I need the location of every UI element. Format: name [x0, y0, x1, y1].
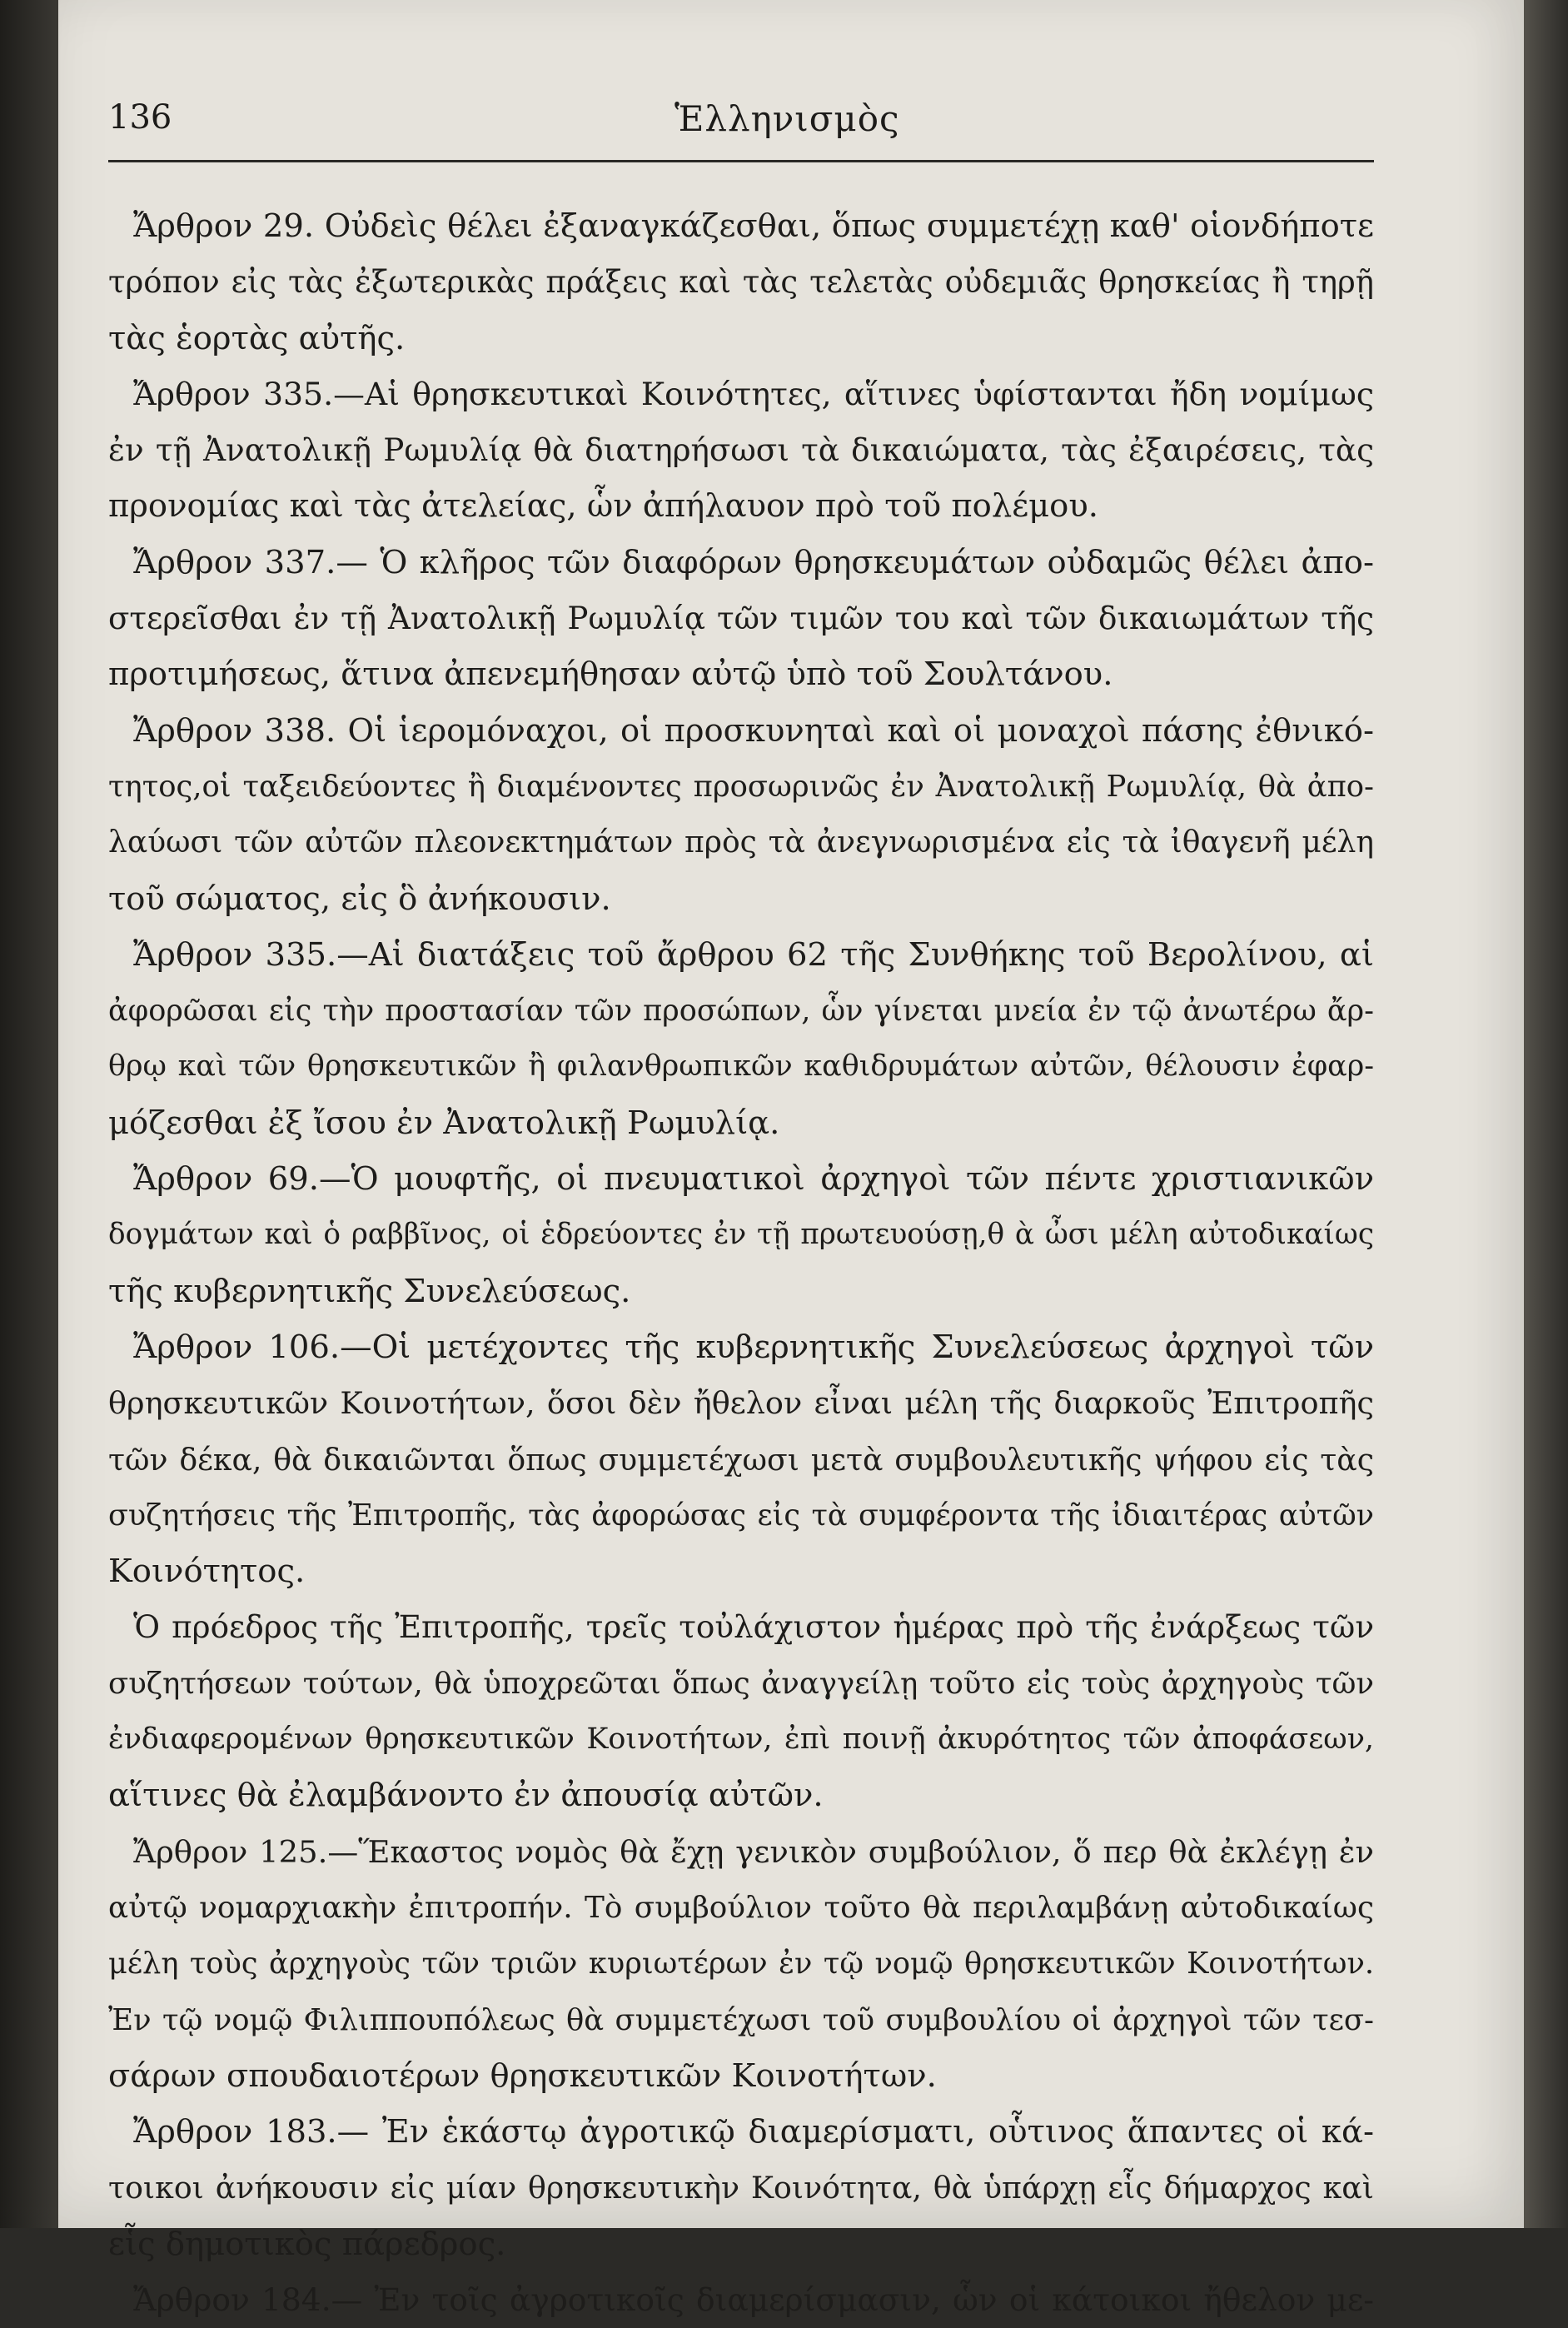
text-line: τητος,οἱ ταξειδεύοντες ἢ διαμένοντες προσωρινῶς ἐν Ἀνατολικῇ Ρωμυλίᾳ, θὰ ἀπο-	[108, 769, 1374, 804]
text-line: Ἄρθρον 125.—Ἕκαστος νομὸς θὰ ἔχῃ γενικὸν συμβούλιον, ὅ περ θὰ ἐκλέγῃ ἐν	[133, 1833, 1374, 1870]
text-line: σάρων σπουδαιοτέρων θρησκευτικῶν Κοινοτήτων.	[108, 2056, 937, 2095]
text-line: τρόπον εἰς τὰς ἐξωτερικὰς πράξεις καὶ τὰς τελετὰς οὐδεμιᾶς θρησκείας ἢ τηρῇ	[108, 264, 1374, 301]
page-header	[108, 98, 1374, 148]
text-line: Ὁ πρόεδρος τῆς Ἐπιτροπῆς, τρεῖς τοὐλάχιστον ἡμέρας πρὸ τῆς ἐνάρξεως τῶν	[133, 1608, 1374, 1646]
text-line: Ἄρθρον 335.—Αἱ θρησκευτικαὶ Κοινότητες, αἵτινες ὑφίστανται ἤδη νομίμως	[133, 375, 1374, 412]
text-line: εἷς δημοτικὸς πάρεδρος.	[108, 2225, 506, 2263]
text-line: Ἄρθρον 337.— Ὁ κλῆρος τῶν διαφόρων θρησκευμάτων οὐδαμῶς θέλει ἀπο-	[133, 543, 1374, 581]
text-line: λαύωσι τῶν αὐτῶν πλεονεκτημάτων πρὸς τὰ ἀνεγνωρισμένα εἰς τὰ ἰθαγενῆ μέλη	[108, 825, 1374, 860]
text-line: Ἄρθρον 106.—Οἱ μετέχοντες τῆς κυβερνητικῆς Συνελεύσεως ἀρχηγοὶ τῶν	[133, 1328, 1374, 1366]
text-line: θρησκευτικῶν Κοινοτήτων, ὅσοι δὲν ἤθελον εἶναι μέλη τῆς διαρκοῦς Ἐπιτροπῆς	[108, 1385, 1374, 1422]
text-line: Ἄρθρον 184.— Ἐν τοῖς ἀγροτικοῖς διαμερίσμασιν, ὧν οἱ κάτοικοι ἤθελον με-	[133, 2281, 1374, 2318]
text-line: αὐτῷ νομαρχιακὴν ἐπιτροπήν. Τὸ συμβούλιον τοῦτο θὰ περιλαμβάνῃ αὐτοδικαίως	[108, 1890, 1374, 1925]
body-text	[108, 198, 1374, 2328]
text-line: τῆς κυβερνητικῆς Συνελεύσεως.	[108, 1272, 631, 1310]
text-line: τοῦ σώματος, εἰς ὃ ἀνήκουσιν.	[108, 880, 611, 918]
scan-left-edge	[0, 0, 58, 2228]
text-line: αἵτινες θὰ ἐλαμβάνοντο ἐν ἀπουσίᾳ αὐτῶν.	[108, 1777, 824, 1815]
text-line: συζητήσεων τούτων, θὰ ὑποχρεῶται ὅπως ἀναγγείλῃ τοῦτο εἰς τοὺς ἀρχηγοὺς τῶν	[108, 1666, 1374, 1701]
scan-right-edge	[1524, 0, 1568, 2228]
text-line: στερεῖσθαι ἐν τῇ Ἀνατολικῇ Ρωμυλίᾳ τῶν τιμῶν του καὶ τῶν δικαιωμάτων τῆς	[108, 600, 1374, 637]
text-line: ἐν τῇ Ἀνατολικῇ Ρωμυλίᾳ θὰ διατηρήσωσι τὰ δικαιώματα, τὰς ἐξαιρέσεις, τὰς	[108, 431, 1374, 469]
text-line: τοικοι ἀνήκουσιν εἰς μίαν θρησκευτικὴν Κοινότητα, θὰ ὑπάρχῃ εἷς δήμαρχος καὶ	[108, 2170, 1374, 2206]
text-line: προτιμήσεως, ἅτινα ἀπενεμήθησαν αὐτῷ ὑπὸ τοῦ Σουλτάνου.	[108, 656, 1113, 694]
text-line: μόζεσθαι ἐξ ἴσου ἐν Ἀνατολικῇ Ρωμυλίᾳ.	[108, 1104, 780, 1142]
text-line: Ἄρθρον 335.—Αἱ διατάξεις τοῦ ἄρθρου 62 τῆς Συνθήκης τοῦ Βερολίνου, αἱ	[133, 935, 1374, 974]
text-line: ἀφορῶσαι εἰς τὴν προστασίαν τῶν προσώπων, ὧν γίνεται μνεία ἐν τῷ ἀνωτέρω ἄρ-	[108, 994, 1374, 1029]
text-line: Ἄρθρον 69.—Ὁ μουφτῆς, οἱ πνευματικοὶ ἀρχηγοὶ τῶν πέντε χριστιανικῶν	[133, 1160, 1374, 1199]
text-line: δογμάτων καὶ ὁ ραββῖνος, οἱ ἑδρεύοντες ἐν τῇ πρωτευούσῃ,θ ὰ ὦσι μέλη αὐτοδικαίως	[108, 1218, 1374, 1252]
text-line: θρῳ καὶ τῶν θρησκευτικῶν ἢ φιλανθρωπικῶν καθιδρυμάτων αὐτῶν, θέλουσιν ἐφαρ-	[108, 1049, 1374, 1084]
text-line: Ἐν τῷ νομῷ Φιλιππουπόλεως θὰ συμμετέχωσι τοῦ συμβουλίου οἱ ἀρχηγοὶ τῶν τεσ-	[108, 2002, 1374, 2037]
text-line: τὰς ἑορτὰς αὐτῆς.	[108, 319, 406, 357]
text-line: Ἄρθρον 183.— Ἐν ἑκάστῳ ἀγροτικῷ διαμερίσματι, οὗτινος ἅπαντες οἱ κά-	[133, 2113, 1374, 2151]
header-rule	[108, 160, 1374, 162]
running-title: Ἑλληνισμὸς	[674, 98, 900, 139]
text-line: προνομίας καὶ τὰς ἀτελείας, ὧν ἀπήλαυον πρὸ τοῦ πολέμου.	[108, 487, 1099, 526]
text-line: ἐνδιαφερομένων θρησκευτικῶν Κοινοτήτων, ἐπὶ ποινῇ ἀκυρότητος τῶν ἀποφάσεων,	[108, 1722, 1374, 1757]
text-line: τῶν δέκα, θὰ δικαιῶνται ὅπως συμμετέχωσι μετὰ συμβουλευτικῆς ψήφου εἰς τὰς	[108, 1441, 1374, 1478]
text-line: Ἄρθρον 338. Οἱ ἱερομόναχοι, οἱ προσκυνηταὶ καὶ οἱ μοναχοὶ πάσης ἐθνικό-	[133, 711, 1374, 750]
text-line: Κοινότητος.	[108, 1553, 306, 1591]
page-number: 136	[108, 98, 172, 137]
text-line: Ἄρθρον 29. Οὐδεὶς θέλει ἐξαναγκάζεσθαι, ὅπως συμμετέχῃ καθ' οἱονδήποτε	[133, 207, 1374, 245]
text-line: συζητήσεις τῆς Ἐπιτροπῆς, τὰς ἀφορώσας εἰς τὰ συμφέροντα τῆς ἰδιαιτέρας αὐτῶν	[108, 1498, 1374, 1533]
text-line: μέλη τοὺς ἀρχηγοὺς τῶν τριῶν κυριωτέρων ἐν τῷ νομῷ θρησκευτικῶν Κοινοτήτων.	[108, 1947, 1374, 1982]
